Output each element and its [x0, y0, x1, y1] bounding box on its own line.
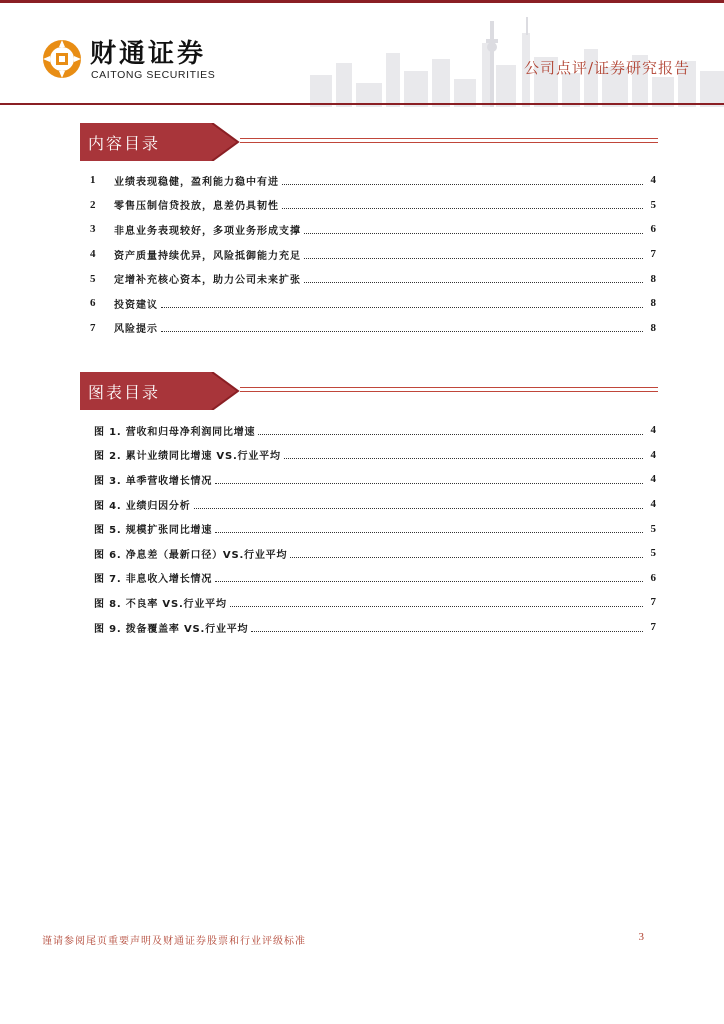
toc-entry[interactable]	[80, 291, 656, 316]
toc-number: 6	[90, 297, 96, 310]
toc-label: 零售压制信贷投放，息差仍具韧性	[114, 201, 279, 213]
toc-page: 5	[650, 547, 656, 560]
figure-label: 图 6. 净息差（最新口径）VS.行业平均	[94, 549, 288, 561]
toc-leader	[284, 458, 643, 459]
figure-label: 图 8. 不良率 VS.行业平均	[94, 598, 227, 610]
figure-label: 图 3. 单季营收增长情况	[94, 475, 213, 487]
toc-leader	[251, 631, 643, 632]
toc-number: 4	[90, 248, 96, 261]
toc-number: 3	[90, 223, 96, 236]
toc-page: 8	[650, 272, 656, 285]
toc-label: 非息业务表现较好，多项业务形成支撑	[114, 225, 301, 237]
page-header	[0, 3, 724, 106]
section-rule	[240, 387, 658, 388]
toc-page: 4	[650, 174, 656, 187]
figure-label: 图 5. 规模扩张同比增速	[94, 525, 213, 537]
toc-entry[interactable]	[80, 217, 656, 242]
toc-leader	[290, 557, 643, 558]
figures-section-header	[80, 372, 660, 410]
toc-number: 2	[90, 198, 96, 211]
figure-label: 图 7. 非息收入增长情况	[94, 574, 213, 586]
figure-entry[interactable]	[80, 516, 656, 541]
figure-entry[interactable]	[80, 590, 656, 615]
figure-entry[interactable]	[80, 467, 656, 492]
figure-entry[interactable]	[80, 418, 656, 443]
brand-name-en: CAITONG SECURITIES	[91, 69, 216, 81]
toc-leader	[282, 184, 643, 185]
toc-label: 业绩表现稳健，盈利能力稳中有进	[114, 176, 279, 188]
figure-entry[interactable]	[80, 615, 656, 640]
contents-title: 内容目录	[88, 134, 161, 153]
figure-entry[interactable]	[80, 492, 656, 517]
caitong-logo-icon	[42, 39, 82, 79]
toc-leader	[215, 581, 643, 582]
toc-leader	[215, 532, 643, 533]
toc-label: 定增补充核心资本，助力公司未来扩张	[114, 275, 301, 287]
page-number: 3	[638, 931, 644, 943]
toc-page: 4	[650, 473, 656, 486]
toc-page: 5	[650, 198, 656, 211]
toc-number: 1	[90, 174, 96, 187]
toc-page: 5	[650, 522, 656, 535]
toc-entry[interactable]	[80, 316, 656, 341]
figure-entry[interactable]	[80, 541, 656, 566]
toc-page: 7	[650, 596, 656, 609]
toc-leader	[194, 508, 643, 509]
toc-entry[interactable]	[80, 242, 656, 267]
toc-leader	[161, 331, 643, 332]
contents-list	[80, 168, 656, 340]
figure-entry[interactable]	[80, 566, 656, 591]
section-rule	[240, 142, 658, 143]
figure-label: 图 9. 拨备覆盖率 VS.行业平均	[94, 623, 249, 635]
toc-leader	[282, 208, 643, 209]
toc-label: 投资建议	[114, 299, 158, 311]
figures-list	[80, 418, 656, 639]
report-type: 公司点评/证券研究报告	[523, 59, 690, 77]
toc-page: 7	[650, 248, 656, 261]
toc-page: 4	[650, 498, 656, 511]
toc-page: 6	[650, 223, 656, 236]
figure-label: 图 2. 累计业绩同比增速 VS.行业平均	[94, 451, 281, 463]
figure-label: 图 4. 业绩归因分析	[94, 500, 191, 512]
figure-label: 图 1. 营收和归母净利润同比增速	[94, 426, 256, 438]
toc-entry[interactable]	[80, 193, 656, 218]
toc-entry[interactable]	[80, 168, 656, 193]
figure-entry[interactable]	[80, 443, 656, 468]
toc-leader	[215, 483, 643, 484]
toc-page: 4	[650, 448, 656, 461]
toc-leader	[230, 606, 643, 607]
toc-leader	[304, 282, 643, 283]
figures-title: 图表目录	[88, 383, 161, 402]
toc-number: 7	[90, 321, 96, 334]
toc-page: 8	[650, 321, 656, 334]
toc-number: 5	[90, 272, 96, 285]
toc-page: 8	[650, 297, 656, 310]
toc-label: 资产质量持续优异，风险抵御能力充足	[114, 250, 301, 262]
toc-page: 4	[650, 424, 656, 437]
toc-label: 风险提示	[114, 324, 158, 336]
section-rule	[240, 138, 658, 139]
toc-page: 6	[650, 571, 656, 584]
section-rule	[240, 391, 658, 392]
toc-page: 7	[650, 621, 656, 634]
footer-disclaimer: 谨请参阅尾页重要声明及财通证券股票和行业评级标准	[42, 936, 306, 947]
toc-leader	[161, 307, 643, 308]
toc-entry[interactable]	[80, 266, 656, 291]
toc-leader	[258, 434, 643, 435]
toc-leader	[304, 258, 643, 259]
contents-section-header	[80, 123, 660, 161]
brand-name-cn: 财通证券	[90, 39, 207, 69]
header-rule	[0, 103, 724, 105]
toc-leader	[304, 233, 643, 234]
